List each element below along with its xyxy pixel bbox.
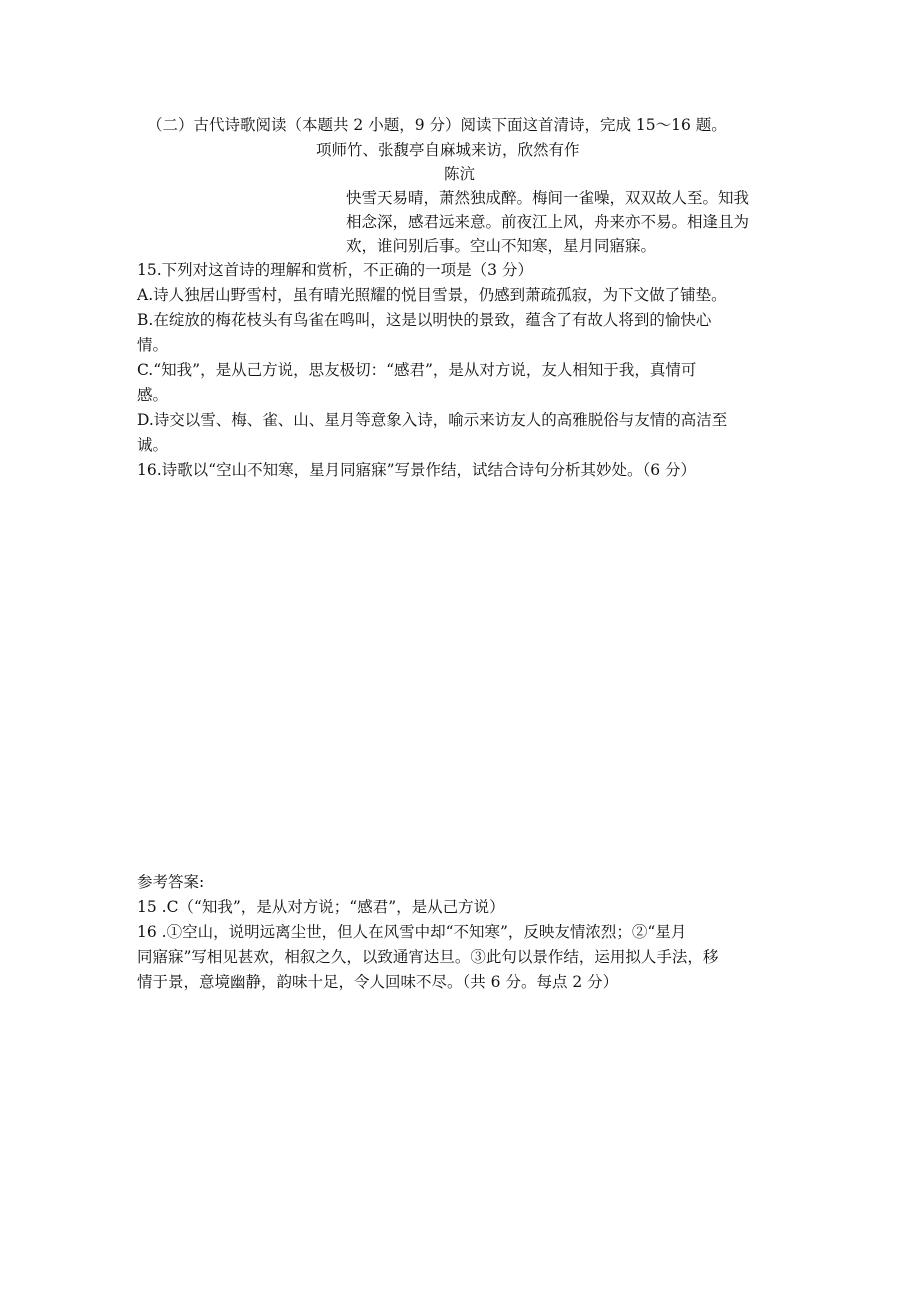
option-c-cont: 感。 — [137, 386, 169, 404]
option-d: D.诗交以雪、梅、雀、山、星月等意象入诗，喻示来访友人的高雅脱俗与友情的高洁至 — [137, 411, 728, 429]
poem-line: 欢，谁问别后事。空山不知寒，星月同寤寐。 — [346, 237, 657, 255]
poem-line: 相念深，感君远来意。前夜江上风，舟来亦不易。相逢且为 — [346, 213, 750, 231]
answer-16-line: 情于景，意境幽静，韵味十足，令人回味不尽。（共 6 分。每点 2 分） — [137, 973, 619, 991]
answer-15: 15 .C（“知我”，是从对方说；“感君”，是从己方说） — [137, 898, 505, 916]
option-b-cont: 情。 — [137, 336, 169, 354]
poem-line: 快雪天易晴，萧然独成醉。梅间一雀噪，双双故人至。知我 — [346, 189, 750, 207]
option-d-cont: 诚。 — [137, 436, 169, 454]
poem-title: 项师竹、张馥亭自麻城来访，欣然有作 — [316, 141, 580, 159]
section-heading: （二）古代诗歌阅读（本题共 2 小题，9 分）阅读下面这首清诗，完成 15～16 题。 — [147, 116, 727, 134]
answer-16-line: 16 .①空山，说明远离尘世，但人在风雪中却“不知寒”，反映友情浓烈；②“星月 — [137, 923, 687, 941]
answer-16-line: 同寤寐”写相见甚欢，相叙之久，以致通宵达旦。③此句以景作结，运用拟人手法，移 — [137, 948, 719, 966]
option-a: A.诗人独居山野雪村，虽有晴光照耀的悦目雪景，仍感到萧疏孤寂，为下文做了铺垫。 — [137, 286, 727, 304]
question-16-stem: 16.诗歌以“空山不知寒，星月同寤寐”写景作结，试结合诗句分析其妙处。（6 分） — [137, 461, 697, 479]
question-15-stem: 15.下列对这首诗的理解和赏析，不正确的一项是（3 分） — [137, 261, 533, 279]
answers-heading: 参考答案: — [137, 873, 205, 891]
poem-author: 陈沆 — [444, 165, 476, 183]
option-c: C.“知我”，是从己方说，思友极切：“感君”，是从对方说，友人相知于我，真情可 — [137, 361, 697, 379]
option-b: B.在绽放的梅花枝头有鸟雀在鸣叫，这是以明快的景致，蕴含了有故人将到的愉快心 — [137, 311, 712, 329]
